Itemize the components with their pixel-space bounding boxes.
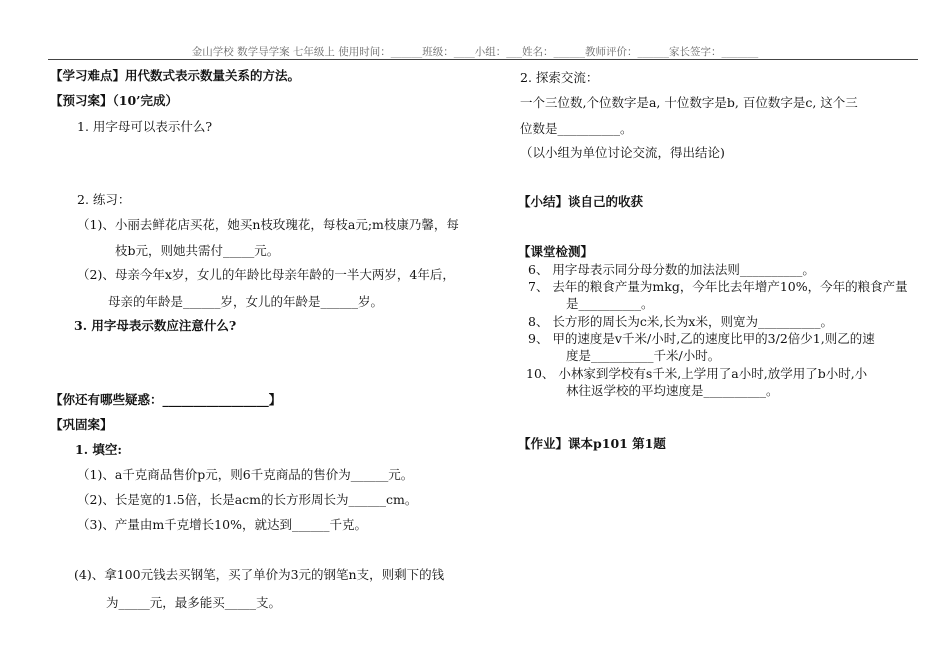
fill-4-line-1: (4)、拿100元钱去买钢笔，买了单价为3元的钢笔n支，则剩下的钱 xyxy=(74,567,445,582)
explore-line-2: 位数是__________。 xyxy=(520,121,633,136)
explore-title: 2. 探索交流： xyxy=(520,70,599,85)
check-8: 8、 长方形的周长为c米,长为x米，则宽为__________。 xyxy=(528,314,833,329)
practice-2-line-1: （2)、母亲今年x岁，女儿的年龄比母亲年龄的一半大两岁，4年后， xyxy=(77,267,455,282)
question-1: 1. 用字母可以表示什么? xyxy=(77,119,213,134)
fill-3: （3)、产量由m千克增长10%，就达到______千克。 xyxy=(77,517,367,532)
homework-heading: 【作业】课本p101 第1题 xyxy=(518,436,666,451)
doubts-heading: 【你还有哪些疑惑：_________________】 xyxy=(50,392,282,407)
difficulty-heading: 【学习难点】用代数式表示数量关系的方法。 xyxy=(50,68,301,83)
check-10-line-2: 林往返学校的平均速度是__________。 xyxy=(566,383,779,398)
practice-2-line-2: 母亲的年龄是______岁，女儿的年龄是______岁。 xyxy=(108,294,384,309)
check-title: 【课堂检测】 xyxy=(518,244,594,259)
check-10-line-1: 10、 小林家到学校有s千米,上学用了a小时,放学用了b小时,小 xyxy=(526,366,868,381)
consolidate-title: 【巩固案】 xyxy=(50,417,113,432)
check-9-line-1: 9、 甲的速度是v千米/小时,乙的速度比甲的3/2倍少1,则乙的速 xyxy=(528,331,875,346)
practice-1-line-2: 枝b元，则她共需付_____元。 xyxy=(115,243,280,258)
check-9-line-2: 度是__________千米/小时。 xyxy=(566,348,721,363)
header-rule xyxy=(48,59,918,60)
fill-title: 1. 填空: xyxy=(75,442,123,457)
fill-1: （1)、a千克商品售价p元，则6千克商品的售价为______元。 xyxy=(77,467,414,482)
practice-1-line-1: （1)、小丽去鲜花店买花，她买n枝玫瑰花，每枝a元;m枝康乃馨，每 xyxy=(77,217,459,232)
page-header: 金山学校 数学导学案 七年级上 使用时间：______班级：____小组：___姓名：______教师评价：______家长签字：_______ xyxy=(191,46,759,58)
check-7-line-1: 7、 去年的粮食产量为mkg，今年比去年增产10%，今年的粮食产量 xyxy=(528,279,908,294)
fill-4-line-2: 为_____元，最多能买_____支。 xyxy=(106,595,282,610)
practice-title: 2. 练习： xyxy=(77,192,131,207)
summary-heading: 【小结】谈自己的收获 xyxy=(518,194,644,209)
fill-2: （2)、长是宽的1.5倍，长是acm的长方形周长为______cm。 xyxy=(77,492,418,507)
explore-line-1: 一个三位数,个位数字是a, 十位数字是b, 百位数字是c, 这个三 xyxy=(520,95,858,110)
question-3: 3. 用字母表示数应注意什么? xyxy=(74,318,237,333)
check-6: 6、 用字母表示同分母分数的加法法则__________。 xyxy=(528,262,815,277)
explore-note: （以小组为单位讨论交流，得出结论) xyxy=(520,145,725,160)
check-7-line-2: 是__________。 xyxy=(566,296,654,311)
preview-title: 【预习案】（10’完成） xyxy=(50,93,178,108)
